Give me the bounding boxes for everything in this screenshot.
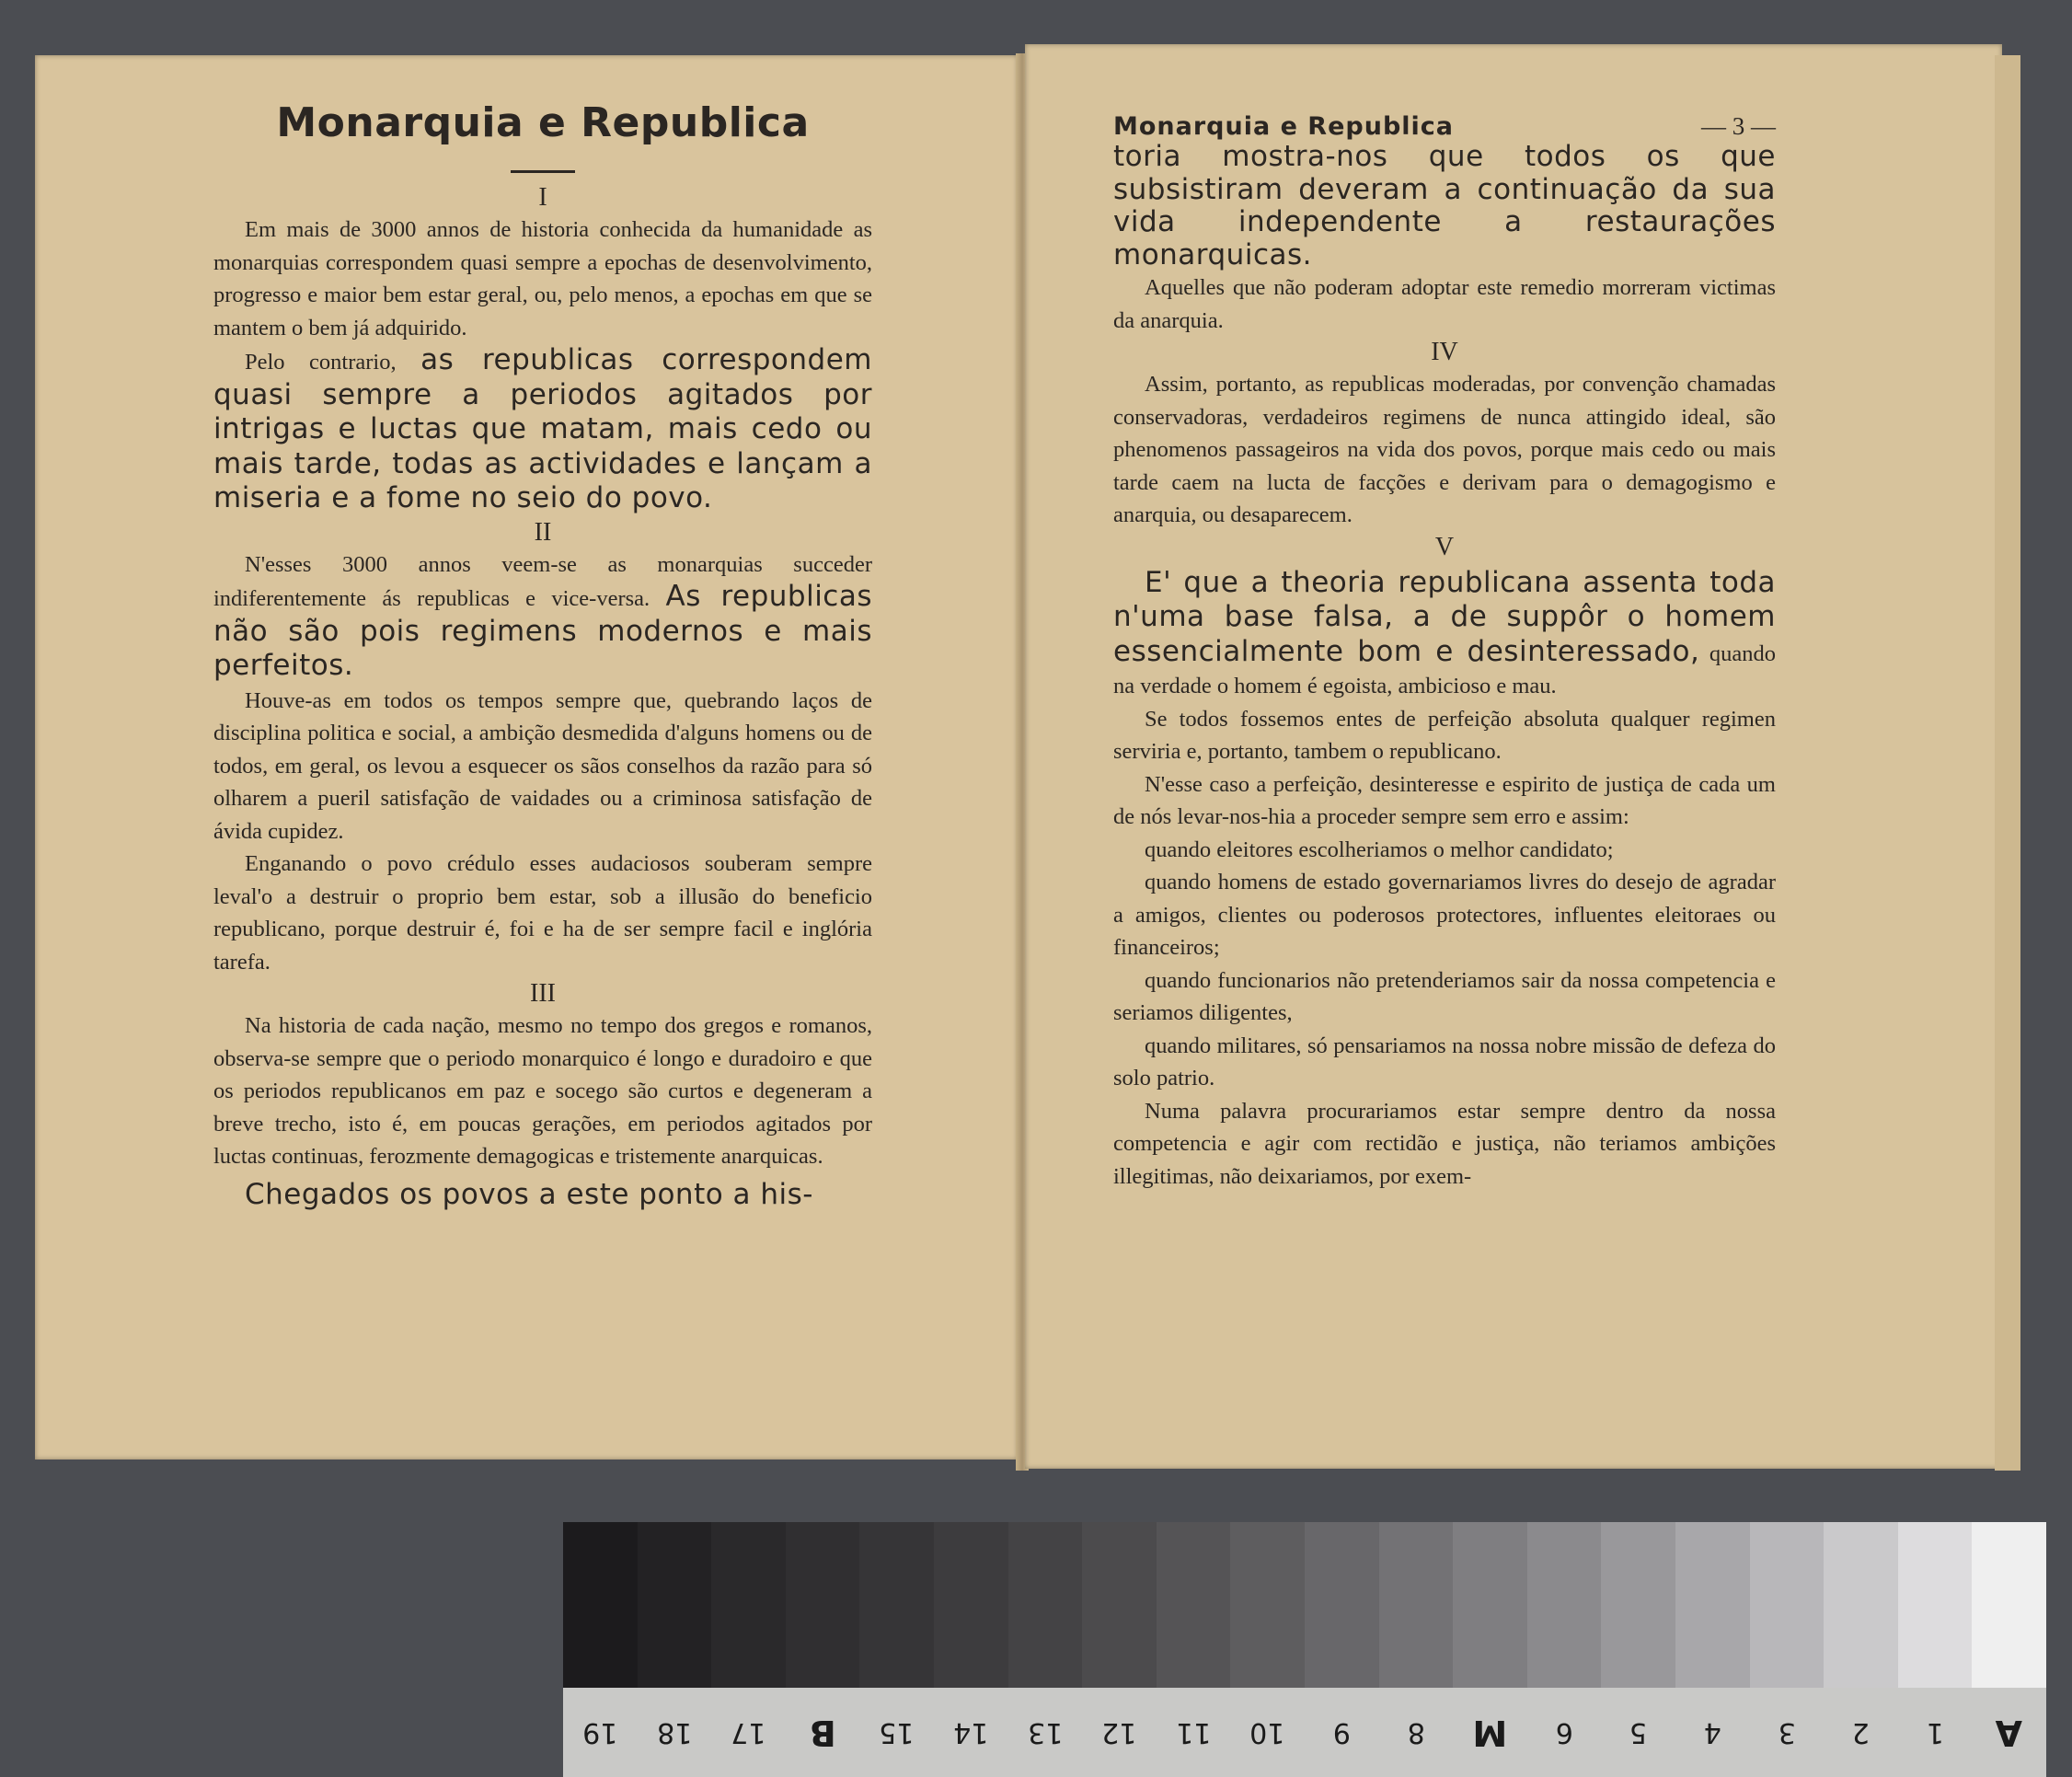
paragraph-r10: quando militares, só pensariamos na nossa nobre missão de defeza do solo patrio. (1113, 1033, 1776, 1090)
paragraph-r2: Aquelles que não poderam adoptar este remedio morreram victimas da anarquia. (1113, 275, 1776, 333)
paragraph-3-intro: N'esses 3000 annos veem-se as monarquias succeder indiferentemente ás republicas e vice-versa. (213, 551, 872, 611)
ruler-label: 8 (1407, 1716, 1425, 1748)
ruler-label: 4 (1703, 1716, 1721, 1748)
gray-patch (1305, 1522, 1379, 1688)
gray-patch (934, 1522, 1008, 1688)
section-numeral-i: I (538, 183, 547, 212)
gray-patch (1601, 1522, 1675, 1688)
paragraph-1: Em mais de 3000 annos de historia conhecida da humanidade as monarquias correspondem quasi sempre a epochas de desenvolvimento, progresso e maior bem estar geral, ou, pelo menos, a epochas em que se mantem o bem já adquirido. (213, 217, 872, 340)
page-number: — 3 — (1701, 112, 1776, 140)
left-page-text (213, 99, 872, 1211)
paragraph-r4-rest: quando na verdade o homem é egoista, ambicioso e mau. (1113, 640, 1776, 698)
gray-patch (859, 1522, 934, 1688)
gray-patch (1675, 1522, 1750, 1688)
ruler-label: 19 (582, 1716, 618, 1748)
gray-patch (1157, 1522, 1231, 1688)
gray-patch (1379, 1522, 1454, 1688)
paragraph-r6: N'esse caso a perfeição, desinteresse e espirito de justiça de cada um de nós levar-nos-hia a proceder sempre sem erro e assim: (1113, 771, 1776, 829)
section-numeral-iii: III (530, 979, 556, 1008)
gray-patch (1824, 1522, 1898, 1688)
color-calibration-ruler (563, 1522, 2046, 1777)
ruler-label: 3 (1778, 1716, 1796, 1748)
section-numeral-iv: IV (1431, 338, 1458, 366)
ruler-label: 2 (1851, 1716, 1870, 1748)
right-page-edge (1995, 55, 2020, 1471)
paragraph-r8: quando homens de estado governariamos livres do desejo de agradar a amigos, clientes ou poderosos protectores, influentes eleitoraes ou financeiros; (1113, 870, 1776, 960)
paragraph-r1: toria mostra-nos que todos os que subsistiram deveram a continuação da sua vida independente a restaurações monarquicas. (1113, 140, 1776, 271)
gray-patch (1898, 1522, 1973, 1688)
ruler-label: 14 (953, 1716, 989, 1748)
ruler-scale (563, 1688, 2046, 1777)
paragraph-2 (213, 344, 872, 517)
gray-patch (1230, 1522, 1305, 1688)
right-page-text (1113, 112, 1776, 1193)
paragraph-2-emphasis: as republicas correspondem quasi sempre a periodos agitados por intrigas e luctas que matam, mais cedo ou mais tarde, todas as actividades e lançam a miseria e a fome no seio do povo. (213, 343, 872, 514)
gray-patch (1453, 1522, 1527, 1688)
ruler-label: 13 (1027, 1716, 1063, 1748)
gray-patch (1082, 1522, 1157, 1688)
gray-patch (563, 1522, 638, 1688)
paragraph-r3: Assim, portanto, as republicas moderadas, por convenção chamadas conservadoras, verdadeiros regimens de nunca attingido ideal, são phenomenos passageiros na vida dos povos, porque mais cedo ou mais tarde caem na lucta de facções e derivam para o demagogismo e anarquia, ou desaparecem. (1113, 372, 1776, 527)
paragraph-r11: Numa palavra procurariamos estar sempre dentro da nossa competencia e agir com rectidão e justiça, não teriamos ambições illegitimas, não deixariamos, por exem- (1113, 1098, 1776, 1189)
gray-patch (786, 1522, 860, 1688)
ruler-label: 9 (1332, 1716, 1351, 1748)
ruler-label: A (1995, 1712, 2023, 1753)
title-rule (511, 170, 575, 173)
paragraph-7: Chegados os povos a este ponto a his- (245, 1177, 813, 1211)
paragraph-6: Na historia de cada nação, mesmo no tempo dos gregos e romanos, observa-se sempre que o periodo monarquico é longo e duradoiro e que os periodos republicanos em paz e socego são curtos e degeneram a breve trecho, isto é, em poucas gerações, em periodos agitados por luctas continuas, ferozmente demagogicas e tristemente anarquicas. (213, 1013, 872, 1169)
ruler-label: 15 (879, 1716, 915, 1748)
paragraph-3-emphasis: As republicas não são pois regimens modernos e mais perfeitos. (213, 580, 872, 682)
paragraph-4: Houve-as em todos os tempos sempre que, quebrando laços de disciplina politica e social, a ambição desmedida d'alguns homens ou de todos, em geral, os levou a esquecer os sãos conselhos da razão para só olharem a pueril satisfação de vaidades ou a criminosa satisfação de ávida cupidez. (213, 687, 872, 844)
ruler-label: 10 (1249, 1716, 1285, 1748)
gray-patch (1972, 1522, 2046, 1688)
ruler-label: 1 (1926, 1716, 1944, 1748)
gray-patch (711, 1522, 786, 1688)
gray-patch (638, 1522, 712, 1688)
gray-patch (1750, 1522, 1825, 1688)
ruler-label: 11 (1175, 1716, 1212, 1748)
page-title: Monarquia e Republica (276, 99, 810, 146)
gray-patch (1008, 1522, 1083, 1688)
grayscale-strip (563, 1522, 2046, 1688)
gray-patch (1527, 1522, 1602, 1688)
section-numeral-v: V (1434, 532, 1455, 561)
paragraph-3 (213, 548, 872, 685)
ruler-label: 17 (731, 1716, 766, 1748)
running-head (1113, 112, 1776, 141)
paragraph-r4-emphasis: E' que a theoria republicana assenta toda n'uma base falsa, a de suppôr o homem essencialmente bom e desinteressado, (1113, 565, 1776, 668)
paragraph-r5: Se todos fossemos entes de perfeição absoluta qualquer regimen serviria e, portanto, tambem o republicano. (1113, 706, 1776, 764)
running-title: Monarquia e Republica (1113, 112, 1455, 141)
ruler-label: 6 (1555, 1716, 1573, 1748)
ruler-label: 5 (1629, 1716, 1648, 1748)
ruler-label: 12 (1101, 1716, 1137, 1748)
ruler-label: 18 (656, 1716, 692, 1748)
section-numeral-ii: II (534, 517, 552, 547)
ruler-label: B (809, 1712, 836, 1753)
ruler-label: M (1472, 1712, 1508, 1753)
paragraph-r9: quando funcionarios não pretenderiamos sair da nossa competencia e seriamos diligentes, (1113, 967, 1776, 1025)
paragraph-2-intro: Pelo contrario, (245, 350, 397, 375)
paragraph-r4 (1113, 567, 1776, 703)
paragraph-r7: quando eleitores escolheriamos o melhor candidato; (1145, 837, 1614, 862)
paragraph-5: Enganando o povo crédulo esses audaciosos souberam sempre leval'o a destruir o proprio bem estar, sob a illusão do beneficio republicano, porque destruir é, foi e ha de ser sempre facil e inglória tarefa. (213, 851, 872, 975)
